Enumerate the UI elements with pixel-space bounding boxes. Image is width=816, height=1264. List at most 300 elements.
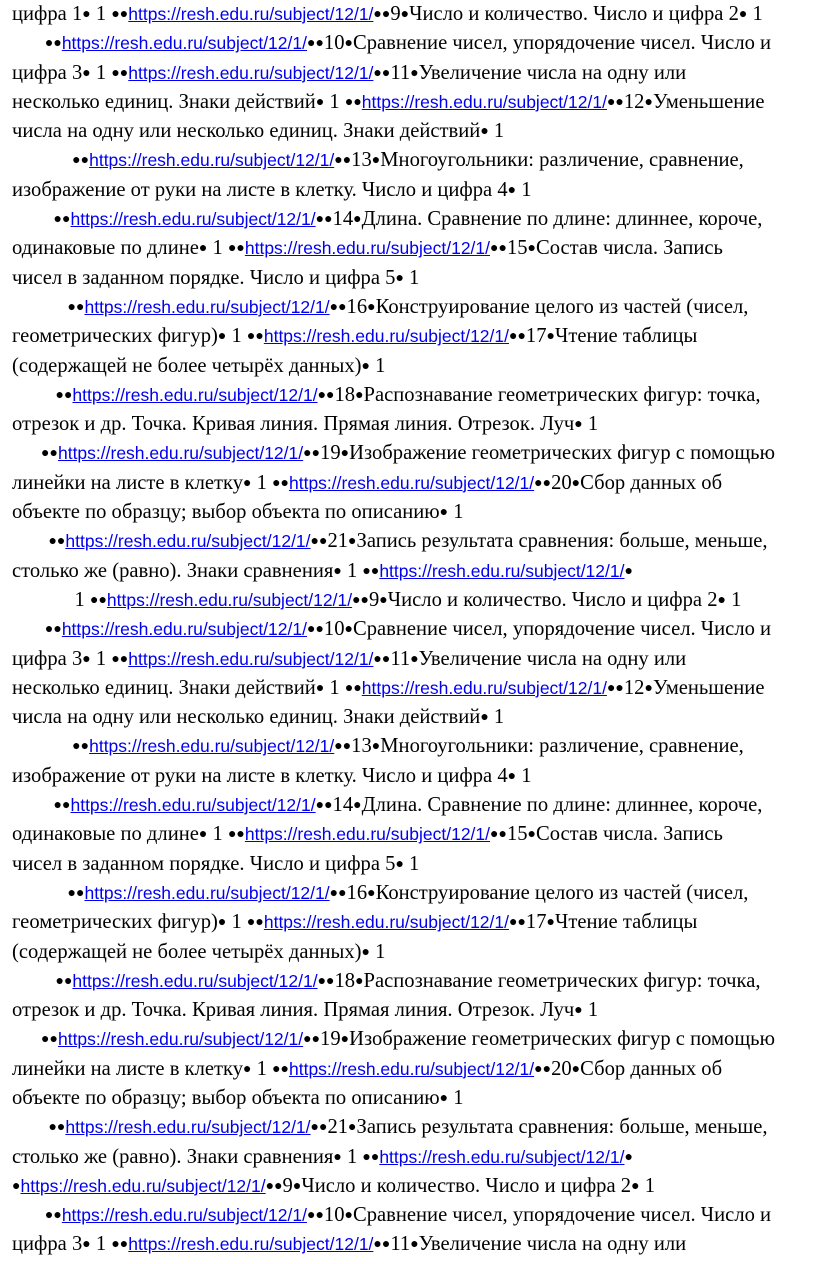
text-run: 1 — [90, 3, 112, 25]
bullet-icon: ● — [361, 944, 371, 960]
text-run: 9 — [390, 3, 401, 25]
bullet-icon: ● — [217, 915, 227, 931]
text-run: 12 — [623, 676, 645, 699]
bullet-icon: ● — [624, 563, 633, 579]
text-run: 1 — [747, 3, 763, 25]
text-run: Состав числа. Запись — [536, 823, 723, 846]
bullet-icon: ● — [243, 1061, 252, 1077]
bullet-icon: ●● — [67, 299, 85, 315]
bullet-icon: ●● — [303, 1032, 321, 1048]
text-run: Многоугольники: различение, сравнение, — [380, 149, 744, 172]
resh-link[interactable]: https://resh.edu.ru/subject/12/1/ — [72, 970, 318, 991]
text-run: 1 — [341, 559, 363, 582]
text-run: 18 — [334, 383, 356, 406]
text-run: 14 — [332, 208, 354, 231]
text-run: 15 — [506, 823, 528, 846]
text-run: Запись результата сравнения: больше, меньше, — [356, 1116, 768, 1139]
bullet-icon: ● — [333, 563, 342, 579]
text-run: 1 — [251, 471, 273, 494]
bullet-icon: ●● — [90, 592, 107, 608]
text-run: 11 — [390, 647, 411, 670]
text-line — [12, 996, 804, 1025]
text-run: цифра 3 — [12, 1233, 83, 1256]
text-line — [12, 645, 804, 674]
text-run: линейки на листе в клетку — [12, 1057, 243, 1080]
bullet-icon: ● — [546, 915, 555, 931]
bullet-icon: ● — [355, 387, 364, 403]
bullet-icon: ●● — [334, 153, 352, 169]
resh-link[interactable]: https://resh.edu.ru/subject/12/1/ — [128, 648, 374, 669]
bullet-icon: ●● — [310, 1120, 328, 1136]
bullet-icon: ● — [546, 329, 555, 345]
text-line — [12, 469, 804, 498]
resh-link[interactable]: https://resh.edu.ru/subject/12/1/ — [128, 1234, 374, 1255]
bullet-icon: ● — [480, 710, 489, 726]
text-run: 1 — [582, 413, 599, 436]
text-run: 1 — [488, 706, 505, 729]
bullet-icon: ● — [198, 827, 208, 843]
text-line — [12, 879, 804, 908]
bullet-icon: ●● — [67, 885, 85, 901]
text-run: 1 — [90, 61, 112, 84]
text-line — [12, 762, 804, 791]
bullet-icon: ●● — [44, 622, 62, 638]
text-run: 21 — [327, 1116, 349, 1139]
resh-link[interactable]: https://resh.edu.ru/subject/12/1/ — [244, 238, 491, 259]
bullet-icon: ● — [571, 475, 581, 491]
bullet-icon: ● — [395, 856, 404, 872]
text-line — [12, 205, 804, 234]
text-run: Число и количество. Число и цифра 2 — [409, 3, 739, 25]
text-run: 13 — [351, 735, 372, 758]
bullet-icon: ●● — [606, 680, 624, 696]
resh-link[interactable]: https://resh.edu.ru/subject/12/1/ — [379, 1146, 625, 1167]
resh-link[interactable]: https://resh.edu.ru/subject/12/1/ — [361, 677, 607, 698]
text-run: (содержащей не более четырёх данных) — [12, 354, 362, 377]
text-run: Чтение таблицы — [554, 325, 698, 348]
text-run: объекте по образцу; выбор объекта по описанию — [12, 501, 440, 524]
bullet-icon: ●● — [48, 1120, 66, 1136]
text-run: 10 — [323, 618, 345, 641]
text-line — [12, 791, 804, 820]
text-run: 12 — [623, 90, 645, 113]
text-run: 1 — [516, 764, 532, 787]
bullet-icon: ● — [12, 1178, 21, 1194]
bullet-icon: ●● — [111, 651, 129, 667]
text-run: числа на одну или несколько единиц. Знаки действий — [12, 120, 481, 143]
text-run: 20 — [551, 471, 572, 494]
bullet-icon: ●● — [111, 65, 129, 81]
text-line — [12, 293, 804, 322]
bullet-icon: ●● — [48, 534, 66, 550]
bullet-icon: ●● — [534, 1061, 552, 1077]
text-run: столько же (равно). Знаки сравнения — [12, 559, 334, 582]
text-run: 1 — [582, 999, 599, 1022]
text-run: Сравнение чисел, упорядочение чисел. Число и — [352, 618, 772, 641]
text-line — [12, 264, 804, 293]
bullet-icon: ●● — [490, 241, 507, 257]
resh-link[interactable]: https://resh.edu.ru/subject/12/1/ — [61, 33, 307, 54]
bullet-icon: ● — [395, 270, 404, 286]
text-line — [12, 381, 804, 410]
bullet-icon: ● — [371, 153, 381, 169]
bullet-icon: ● — [717, 592, 726, 608]
text-run: Уменьшение — [652, 676, 765, 699]
resh-link[interactable]: https://resh.edu.ru/subject/12/1/ — [65, 531, 311, 552]
resh-link[interactable]: https://resh.edu.ru/subject/12/1/ — [89, 736, 335, 757]
bullet-icon: ●● — [72, 739, 90, 755]
resh-link[interactable]: https://resh.edu.ru/subject/12/1/ — [65, 1117, 311, 1138]
text-run: Сбор данных об — [580, 471, 723, 494]
bullet-icon: ● — [353, 212, 362, 228]
bullet-icon: ● — [361, 358, 371, 374]
text-line — [12, 1055, 804, 1084]
text-line — [12, 850, 804, 879]
text-run: 17 — [525, 911, 547, 934]
text-run: 14 — [332, 794, 354, 817]
text-run: Конструирование целого из частей (чисел, — [375, 295, 749, 318]
bullet-icon: ● — [738, 7, 748, 22]
bullet-icon: ● — [344, 36, 353, 52]
bullet-icon: ●● — [373, 1237, 391, 1253]
resh-link[interactable]: https://resh.edu.ru/subject/12/1/ — [84, 882, 330, 903]
text-run: Состав числа. Запись — [536, 237, 723, 260]
bullet-icon: ● — [410, 65, 419, 81]
text-run: одинаковые по длине — [12, 823, 199, 846]
text-run: 10 — [323, 1204, 345, 1227]
bullet-icon: ● — [243, 475, 252, 491]
text-run: 1 — [251, 1057, 273, 1080]
text-run: 1 — [226, 911, 247, 934]
resh-link[interactable]: https://resh.edu.ru/subject/12/1/ — [128, 62, 374, 83]
bullet-icon: ● — [644, 680, 653, 696]
text-line — [12, 29, 804, 58]
text-run: Число и количество. Число и цифра 2 — [301, 1174, 632, 1197]
bullet-icon: ● — [333, 1149, 342, 1165]
bullet-icon: ● — [439, 1090, 449, 1106]
bullet-icon: ● — [198, 241, 208, 257]
text-run: 1 — [90, 1233, 112, 1256]
text-run: Увеличение числа на одну или — [418, 61, 687, 84]
resh-link[interactable]: https://resh.edu.ru/subject/12/1/ — [263, 326, 509, 347]
text-run: 18 — [334, 969, 356, 992]
resh-link[interactable]: https://resh.edu.ru/subject/12/1/ — [89, 150, 335, 171]
bullet-icon: ● — [348, 1120, 357, 1136]
bullet-icon: ●● — [334, 739, 352, 755]
text-line — [12, 1143, 804, 1172]
text-run: геометрических фигур) — [12, 325, 218, 348]
bullet-icon: ●● — [227, 241, 245, 257]
bullet-icon: ● — [348, 534, 357, 550]
text-line — [12, 820, 804, 849]
text-line — [12, 732, 804, 761]
text-line — [12, 439, 804, 468]
resh-link[interactable]: https://resh.edu.ru/subject/12/1/ — [72, 384, 318, 405]
bullet-icon: ● — [340, 1032, 350, 1048]
bullet-icon: ● — [379, 592, 388, 608]
text-line — [12, 1084, 804, 1113]
text-run: Изображение геометрических фигур с помощью — [349, 442, 775, 465]
bullet-icon: ● — [353, 798, 362, 814]
text-line — [12, 176, 804, 205]
bullet-icon: ●● — [509, 329, 526, 345]
text-run: 1 — [448, 1086, 464, 1109]
bullet-icon: ●● — [373, 65, 391, 81]
text-run: 16 — [346, 881, 368, 904]
bullet-icon: ●● — [352, 592, 369, 608]
resh-link[interactable]: https://resh.edu.ru/subject/12/1/ — [288, 1058, 535, 1079]
text-run: цифра 1 — [12, 3, 83, 25]
resh-link[interactable]: https://resh.edu.ru/subject/12/1/ — [106, 589, 353, 610]
bullet-icon: ●● — [55, 387, 73, 403]
bullet-icon: ● — [315, 94, 325, 110]
bullet-icon: ●● — [317, 973, 335, 989]
bullet-icon: ● — [527, 827, 536, 843]
bullet-icon: ●● — [246, 329, 264, 345]
text-line — [12, 674, 804, 703]
bullet-icon: ● — [480, 124, 489, 140]
bullet-icon: ● — [340, 446, 350, 462]
text-run: 19 — [320, 1028, 341, 1051]
text-run: Многоугольники: различение, сравнение, — [380, 735, 744, 758]
text-run: чисел в заданном порядке. Число и цифра 5 — [12, 266, 396, 289]
text-run: Сравнение чисел, упорядочение чисел. Число и — [352, 1204, 772, 1227]
bullet-icon: ●● — [306, 1208, 324, 1224]
text-run: 1 — [516, 178, 532, 201]
text-run: несколько единиц. Знаки действий — [12, 676, 316, 699]
bullet-icon: ●● — [315, 798, 333, 814]
bullet-icon: ●● — [317, 387, 335, 403]
text-line — [12, 1201, 804, 1230]
text-run: 9 — [369, 588, 380, 611]
text-line — [12, 1172, 804, 1201]
resh-link[interactable]: https://resh.edu.ru/subject/12/1/ — [379, 560, 625, 581]
text-run: (содержащей не более четырёх данных) — [12, 940, 362, 963]
bullet-icon: ● — [410, 1237, 419, 1253]
bullet-icon: ●● — [72, 153, 90, 169]
text-run: 11 — [390, 1233, 411, 1256]
text-run: числа на одну или несколько единиц. Знаки действий — [12, 706, 481, 729]
text-run: 19 — [320, 442, 341, 465]
bullet-icon: ●● — [303, 446, 321, 462]
bullet-icon: ●● — [362, 1149, 380, 1165]
text-line — [12, 0, 804, 29]
text-run: 1 — [488, 120, 505, 143]
text-line — [12, 967, 804, 996]
text-line — [12, 527, 804, 556]
text-line — [12, 352, 804, 381]
bullet-icon: ●● — [246, 915, 264, 931]
bullet-icon: ● — [355, 973, 364, 989]
text-run: отрезок и др. Точка. Кривая линия. Прямая линия. Отрезок. Луч — [12, 413, 575, 436]
text-run: Сравнение чисел, упорядочение чисел. Число и — [352, 32, 772, 55]
text-run: 1 — [324, 676, 345, 699]
bullet-icon: ●● — [41, 1032, 58, 1048]
bullet-icon: ●● — [111, 7, 129, 22]
text-line — [12, 557, 804, 586]
resh-link[interactable]: https://resh.edu.ru/subject/12/1/ — [61, 1205, 307, 1226]
resh-link[interactable]: https://resh.edu.ru/subject/12/1/ — [20, 1175, 266, 1196]
text-run: Увеличение числа на одну или — [418, 1233, 687, 1256]
text-run: одинаковые по длине — [12, 237, 199, 260]
text-line — [12, 938, 804, 967]
bullet-icon: ●● — [490, 827, 507, 843]
resh-link[interactable]: https://resh.edu.ru/subject/12/1/ — [84, 296, 330, 317]
text-run: 13 — [351, 149, 372, 172]
text-run: 1 — [403, 266, 420, 289]
bullet-icon: ● — [571, 1061, 581, 1077]
text-run: геометрических фигур) — [12, 911, 218, 934]
text-run: цифра 3 — [12, 61, 83, 84]
bullet-icon: ● — [631, 1178, 640, 1194]
text-run: Конструирование целого из частей (чисел, — [375, 881, 749, 904]
bullet-icon: ● — [344, 1208, 353, 1224]
bullet-icon: ●● — [53, 212, 71, 228]
bullet-icon: ●● — [41, 446, 58, 462]
text-run: Изображение геометрических фигур с помощью — [349, 1028, 775, 1051]
text-run: 11 — [390, 61, 411, 84]
text-run: 1 — [639, 1174, 655, 1197]
text-line — [12, 234, 804, 263]
text-run: 1 — [207, 823, 228, 846]
bullet-icon: ●● — [306, 622, 324, 638]
bullet-icon: ●● — [44, 1208, 62, 1224]
bullet-icon: ●● — [606, 94, 624, 110]
text-run: 17 — [525, 325, 547, 348]
bullet-icon: ●● — [306, 36, 324, 52]
bullet-icon: ● — [367, 299, 376, 315]
text-run: Сбор данных об — [580, 1057, 723, 1080]
resh-link[interactable]: https://resh.edu.ru/subject/12/1/ — [263, 912, 509, 933]
text-run: 1 — [341, 1145, 363, 1168]
bullet-icon: ●● — [329, 299, 347, 315]
resh-link[interactable]: https://resh.edu.ru/subject/12/1/ — [70, 795, 316, 816]
text-run: изображение от руки на листе в клетку. Число и цифра 4 — [12, 178, 508, 201]
resh-link[interactable]: https://resh.edu.ru/subject/12/1/ — [244, 824, 491, 845]
bullet-icon: ●● — [373, 651, 391, 667]
document-body — [12, 0, 804, 1260]
text-run: отрезок и др. Точка. Кривая линия. Прямая линия. Отрезок. Луч — [12, 999, 575, 1022]
text-run: 9 — [282, 1174, 293, 1197]
bullet-icon: ●● — [344, 680, 362, 696]
resh-link[interactable]: https://resh.edu.ru/subject/12/1/ — [57, 443, 304, 464]
bullet-icon: ● — [367, 885, 376, 901]
bullet-icon: ● — [82, 651, 91, 667]
text-run: объекте по образцу; выбор объекта по описанию — [12, 1086, 440, 1109]
text-run: 10 — [323, 32, 345, 55]
resh-link[interactable]: https://resh.edu.ru/subject/12/1/ — [128, 4, 374, 24]
bullet-icon: ●● — [44, 36, 62, 52]
resh-link[interactable]: https://resh.edu.ru/subject/12/1/ — [61, 619, 307, 640]
text-line — [12, 88, 804, 117]
bullet-icon: ●● — [272, 475, 289, 491]
text-run: 1 — [74, 588, 90, 611]
text-run: Чтение таблицы — [554, 911, 698, 934]
text-line — [12, 59, 804, 88]
text-line — [12, 1113, 804, 1142]
text-line — [12, 586, 804, 615]
bullet-icon: ● — [527, 241, 536, 257]
bullet-icon: ● — [507, 182, 517, 198]
text-run: 1 — [726, 588, 742, 611]
text-line — [12, 146, 804, 175]
text-run: Увеличение числа на одну или — [418, 647, 687, 670]
bullet-icon: ●● — [373, 7, 391, 22]
bullet-icon: ●● — [265, 1178, 283, 1194]
bullet-icon: ● — [439, 505, 449, 521]
resh-link[interactable]: https://resh.edu.ru/subject/12/1/ — [288, 472, 535, 493]
bullet-icon: ● — [217, 329, 227, 345]
text-run: 1 — [403, 852, 420, 875]
text-line — [12, 908, 804, 937]
bullet-icon: ● — [574, 1003, 583, 1019]
bullet-icon: ● — [400, 7, 410, 22]
text-line — [12, 1025, 804, 1054]
bullet-icon: ●● — [310, 534, 328, 550]
bullet-icon: ●● — [111, 1237, 129, 1253]
bullet-icon: ●● — [315, 212, 333, 228]
text-run: 1 — [370, 940, 386, 963]
text-line — [12, 498, 804, 527]
text-run: Распознавание геометрических фигур: точка, — [363, 383, 761, 406]
resh-link[interactable]: https://resh.edu.ru/subject/12/1/ — [70, 209, 316, 230]
bullet-icon: ● — [507, 768, 517, 784]
text-run: 20 — [551, 1057, 572, 1080]
bullet-icon: ●● — [227, 827, 245, 843]
text-line — [12, 117, 804, 146]
bullet-icon: ●● — [272, 1061, 289, 1077]
text-run: Распознавание геометрических фигур: точка, — [363, 969, 761, 992]
bullet-icon: ●● — [362, 563, 380, 579]
bullet-icon: ●● — [53, 798, 71, 814]
bullet-icon: ●● — [534, 475, 552, 491]
bullet-icon: ● — [644, 94, 653, 110]
text-run: Уменьшение — [652, 90, 765, 113]
bullet-icon: ●● — [55, 973, 73, 989]
resh-link[interactable]: https://resh.edu.ru/subject/12/1/ — [361, 91, 607, 112]
bullet-icon: ● — [292, 1178, 302, 1194]
text-run: 1 — [448, 501, 464, 524]
bullet-icon: ● — [315, 680, 325, 696]
bullet-icon: ● — [410, 651, 419, 667]
text-run: Число и количество. Число и цифра 2 — [387, 588, 718, 611]
text-run: линейки на листе в клетку — [12, 471, 243, 494]
text-line — [12, 1230, 804, 1259]
bullet-icon: ● — [82, 65, 91, 81]
text-run: столько же (равно). Знаки сравнения — [12, 1145, 334, 1168]
text-run: 1 — [226, 325, 247, 348]
text-run: 15 — [506, 237, 528, 260]
text-run: цифра 3 — [12, 647, 83, 670]
bullet-icon: ●● — [329, 885, 347, 901]
text-run: Длина. Сравнение по длине: длиннее, короче, — [361, 208, 763, 231]
text-run: чисел в заданном порядке. Число и цифра 5 — [12, 852, 396, 875]
bullet-icon: ● — [371, 739, 381, 755]
text-run: 1 — [370, 354, 386, 377]
text-run: 1 — [90, 647, 112, 670]
bullet-icon: ● — [624, 1149, 633, 1165]
resh-link[interactable]: https://resh.edu.ru/subject/12/1/ — [57, 1029, 304, 1050]
text-run: 1 — [324, 90, 345, 113]
text-run: 16 — [346, 295, 368, 318]
text-line — [12, 615, 804, 644]
bullet-icon: ● — [574, 417, 583, 433]
text-run: несколько единиц. Знаки действий — [12, 90, 316, 113]
bullet-icon: ● — [82, 1237, 91, 1253]
bullet-icon: ●● — [509, 915, 526, 931]
text-run: Длина. Сравнение по длине: длиннее, короче, — [361, 794, 763, 817]
text-line — [12, 410, 804, 439]
